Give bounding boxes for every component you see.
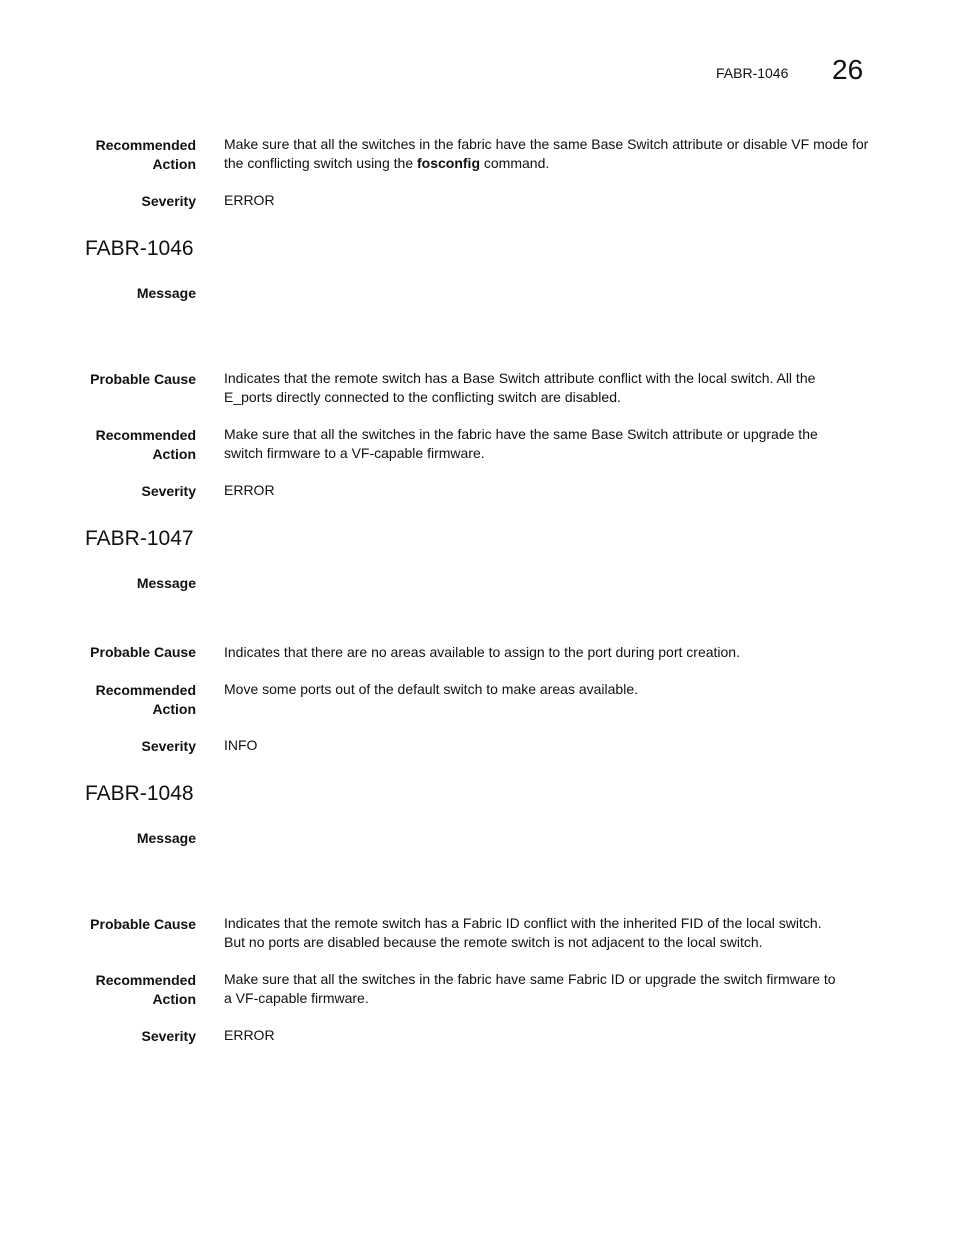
severity-value: ERROR: [224, 1027, 275, 1043]
probable-cause-text: [224, 914, 869, 952]
message-label: Message: [136, 830, 196, 846]
text-line: Make sure that all the switches in the fabric have same Fabric ID or upgrade the switch firmware to: [224, 971, 836, 987]
recommended-action-text: [224, 135, 869, 173]
label-line: Recommended: [95, 682, 196, 698]
running-header-title: FABR-1046: [716, 65, 789, 81]
text-line: E_ports directly connected to the conflicting switch are disabled.: [224, 389, 621, 405]
label-line: Action: [152, 991, 196, 1007]
severity-label: Severity: [141, 1028, 196, 1044]
text-line: Make sure that all the switches in the fabric have the same Base Switch attribute or upgrade the: [224, 426, 818, 442]
text-line: Move some ports out of the default switch to make areas available.: [224, 681, 638, 697]
label-line: Action: [152, 446, 196, 462]
label-line: Recommended: [95, 137, 196, 153]
probable-cause-text: [224, 369, 869, 407]
recommended-action-text: [224, 970, 869, 1008]
chapter-number: 26: [832, 54, 864, 85]
severity-value: ERROR: [224, 192, 275, 208]
message-label: Message: [136, 575, 196, 591]
severity-value: ERROR: [224, 482, 275, 498]
label-line: Action: [152, 701, 196, 717]
text-line: Indicates that the remote switch has a Fabric ID conflict with the inherited FID of the local switch.: [224, 915, 822, 931]
text-line: Indicates that there are no areas available to assign to the port during port creation.: [224, 644, 740, 660]
recommended-action-label: [66, 426, 196, 464]
section-title: FABR-1046: [85, 237, 194, 260]
text-line: But no ports are disabled because the remote switch is not adjacent to the local switch.: [224, 934, 763, 950]
recommended-action-label: [66, 971, 196, 1009]
probable-cause-text: [224, 643, 869, 662]
severity-label: Severity: [141, 483, 196, 499]
text-line: switch firmware to a VF-capable firmware.: [224, 445, 485, 461]
command-name: fosconfig: [417, 155, 480, 171]
label-line: Recommended: [95, 972, 196, 988]
text-segment: command.: [480, 155, 550, 171]
label-line: Recommended: [95, 427, 196, 443]
section-title: FABR-1048: [85, 782, 194, 805]
text-line: a VF-capable firmware.: [224, 990, 369, 1006]
recommended-action-text: [224, 680, 869, 699]
probable-cause-label: Probable Cause: [90, 371, 196, 387]
probable-cause-label: Probable Cause: [90, 916, 196, 932]
recommended-action-label: [66, 136, 196, 174]
message-label: Message: [136, 285, 196, 301]
label-line: Action: [152, 156, 196, 172]
recommended-action-label: [66, 681, 196, 719]
text-segment: Make sure that all the switches in the fabric have the same Base Switch attribute or disable VF mode for the conflicting switch using the: [224, 136, 869, 171]
section-title: FABR-1047: [85, 527, 194, 550]
severity-label: Severity: [141, 738, 196, 754]
recommended-action-text: [224, 425, 869, 463]
probable-cause-label: Probable Cause: [90, 644, 196, 660]
text-line: Indicates that the remote switch has a Base Switch attribute conflict with the local switch. All the: [224, 370, 816, 386]
severity-value: INFO: [224, 737, 258, 753]
severity-label: Severity: [141, 193, 196, 209]
